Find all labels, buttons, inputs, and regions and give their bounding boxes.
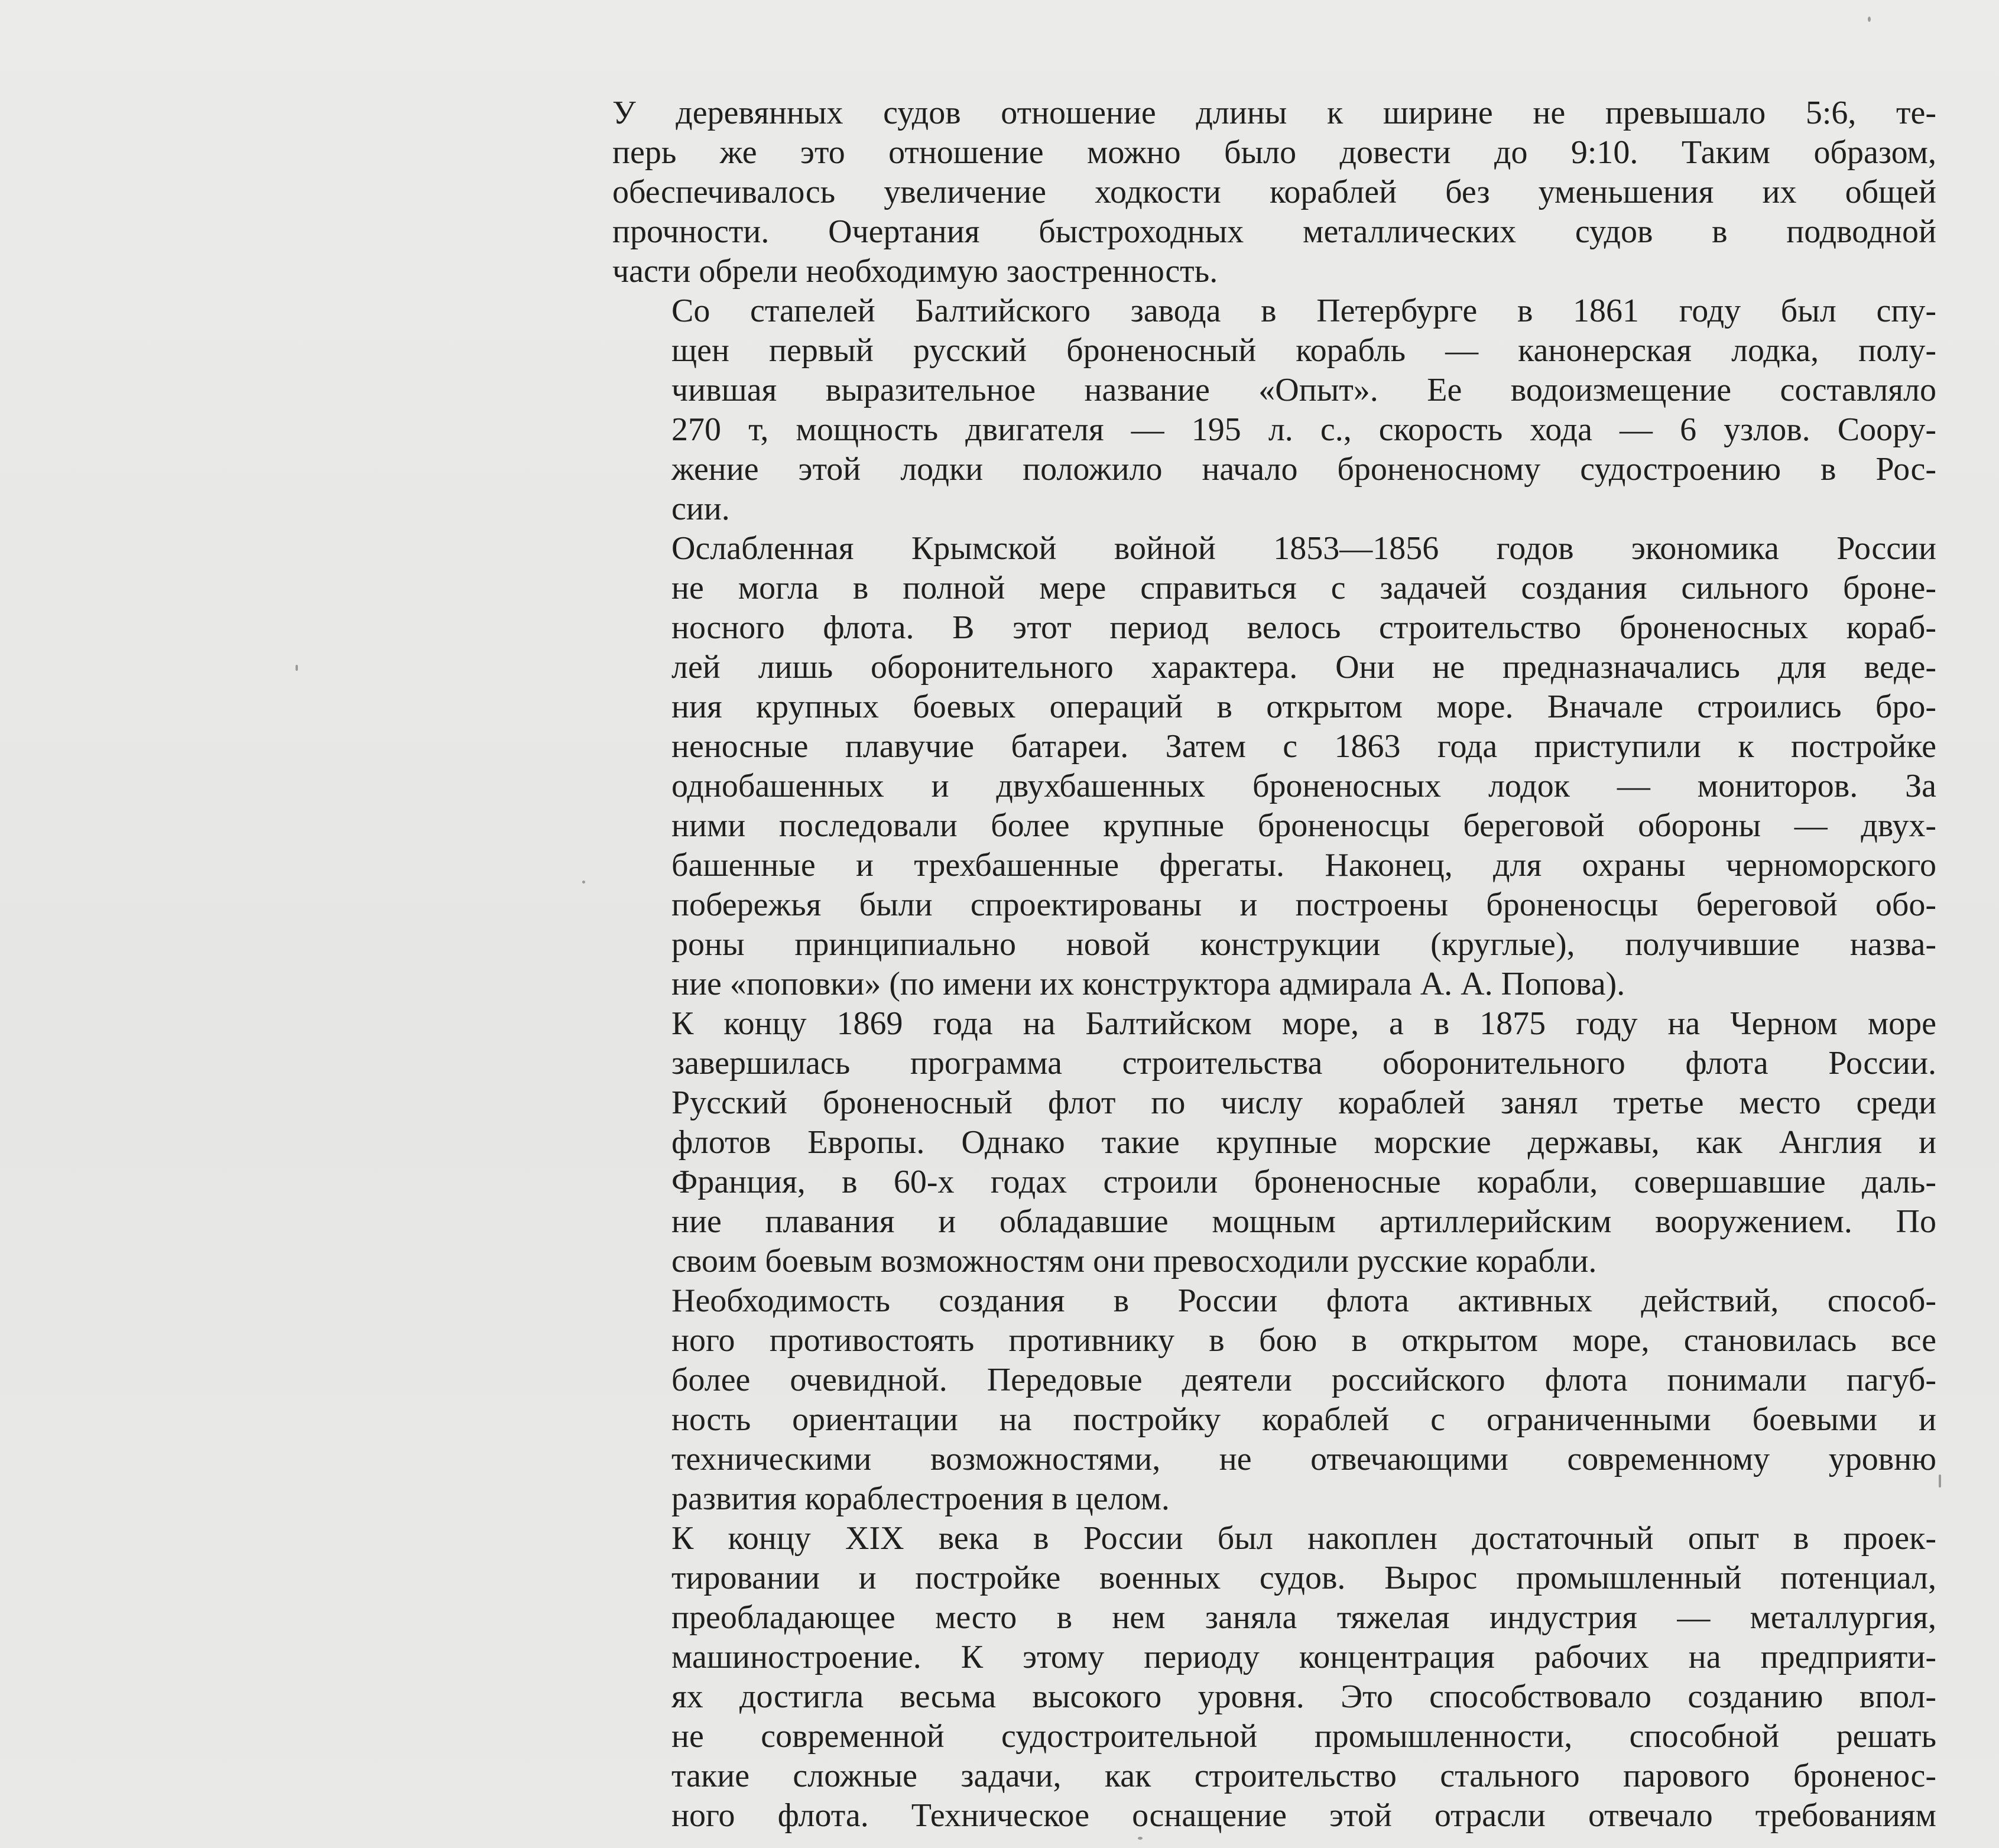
paragraph-6 — [612, 1519, 1936, 1836]
text-line: ного противостоять противнику в бою в открытом море, становилась все — [671, 1322, 1936, 1359]
text-line: развития кораблестроения в целом. — [671, 1480, 1170, 1517]
text-line: флотов Европы. Однако такие крупные морские державы, как Англия и — [671, 1124, 1936, 1161]
text-line: завершилась программа строительства оборонительного флота России. — [671, 1045, 1936, 1081]
text-line: Русский броненосный флот по числу кораблей занял третье место среди — [671, 1084, 1936, 1121]
text-line: тировании и постройке военных судов. Вырос промышленный потенциал, — [671, 1560, 1936, 1596]
text-line: не современной судостроительной промышленности, способной решать — [671, 1718, 1936, 1755]
text-line: неносные плавучие батареи. Затем с 1863 года приступили к постройке — [671, 728, 1936, 765]
text-line: обеспечивалось увеличение ходкости кораблей без уменьшения их общей — [612, 174, 1936, 210]
text-line: Со стапелей Балтийского завода в Петербурге в 1861 году был спу- — [671, 293, 1936, 329]
paper-speck — [296, 665, 298, 671]
text-line: щен первый русский броненосный корабль — канонерская лодка, полу- — [671, 332, 1936, 369]
text-line: более очевидной. Передовые деятели российского флота понимали пагуб- — [671, 1362, 1936, 1398]
text-line: ность ориентации на постройку кораблей с ограниченными боевыми и — [671, 1401, 1936, 1438]
text-line: Необходимость создания в России флота активных действий, способ- — [671, 1282, 1936, 1319]
paper-speck — [582, 881, 585, 884]
text-line: перь же это отношение можно было довести до 9:10. Таким образом, — [612, 134, 1936, 171]
text-line: такие сложные задачи, как строительство стального парового броненос- — [671, 1758, 1936, 1794]
paper-speck — [1939, 1474, 1941, 1488]
text-line: машиностроение. К этому периоду концентрация рабочих на предприяти- — [671, 1639, 1936, 1675]
text-line: ние «поповки» (по имени их конструктора адмирала А. А. Попова). — [671, 966, 1625, 1002]
text-line: роны принципиально новой конструкции (круглые), получившие назва- — [671, 926, 1936, 963]
paragraph-2 — [612, 291, 1936, 529]
text-line: Франция, в 60-х годах строили броненосные корабли, совершавшие даль- — [671, 1164, 1936, 1200]
paper-speck — [1868, 17, 1871, 22]
text-line: К концу XIX века в России был накоплен достаточный опыт в проек- — [671, 1520, 1936, 1557]
text-line: жение этой лодки положило начало броненосному судостроению в Рос- — [671, 451, 1936, 488]
text-line: ного флота. Техническое оснащение этой отрасли отвечало требованиям — [671, 1797, 1936, 1834]
text-line: своим боевым возможностям они превосходили русские корабли. — [671, 1243, 1597, 1279]
text-line: К концу 1869 года на Балтийском море, а в 1875 году на Черном море — [671, 1005, 1936, 1042]
text-line: преобладающее место в нем заняла тяжелая индустрия — металлургия, — [671, 1599, 1936, 1636]
text-line: башенные и трехбашенные фрегаты. Наконец, для охраны черноморского — [671, 847, 1936, 884]
text-line: лей лишь оборонительного характера. Они не предназначались для веде- — [671, 649, 1936, 686]
text-line: побережья были спроектированы и построены броненосцы береговой обо- — [671, 886, 1936, 923]
paper-speck — [1138, 1837, 1143, 1840]
text-line: 270 т, мощность двигателя — 195 л. с., скорость хода — 6 узлов. Соору- — [671, 411, 1936, 448]
text-line: носного флота. В этот период велось строительство броненосных кораб- — [671, 609, 1936, 646]
text-line: однобашенных и двухбашенных броненосных лодок — мониторов. За — [671, 768, 1936, 804]
text-line: Ослабленная Крымской войной 1853—1856 годов экономика России — [671, 530, 1936, 567]
paragraph-5 — [612, 1281, 1936, 1519]
paragraph-4 — [612, 1004, 1936, 1281]
text-line: ях достигла весьма высокого уровня. Это способствовало созданию впол- — [671, 1678, 1936, 1715]
text-line: части обрели необходимую заостренность. — [612, 253, 1218, 290]
text-line: прочности. Очертания быстроходных металлических судов в подводной — [612, 213, 1936, 250]
paragraph-1 — [612, 93, 1936, 291]
text-line: сии. — [671, 491, 730, 527]
text-line: ния крупных боевых операций в открытом море. Вначале строились бро- — [671, 688, 1936, 725]
text-line: ними последовали более крупные броненосцы береговой обороны — двух- — [671, 807, 1936, 844]
text-line: чившая выразительное название «Опыт». Ее водоизмещение составляло — [671, 372, 1936, 408]
text-line: У деревянных судов отношение длины к ширине не превышало 5:6, те- — [612, 95, 1936, 131]
text-line: техническими возможностями, не отвечающими современному уровню — [671, 1441, 1936, 1477]
text-column — [612, 93, 1936, 1836]
text-line: ние плавания и обладавшие мощным артиллерийским вооружением. По — [671, 1203, 1936, 1240]
text-line: не могла в полной мере справиться с задачей создания сильного броне- — [671, 570, 1936, 606]
paragraph-3 — [612, 529, 1936, 1004]
